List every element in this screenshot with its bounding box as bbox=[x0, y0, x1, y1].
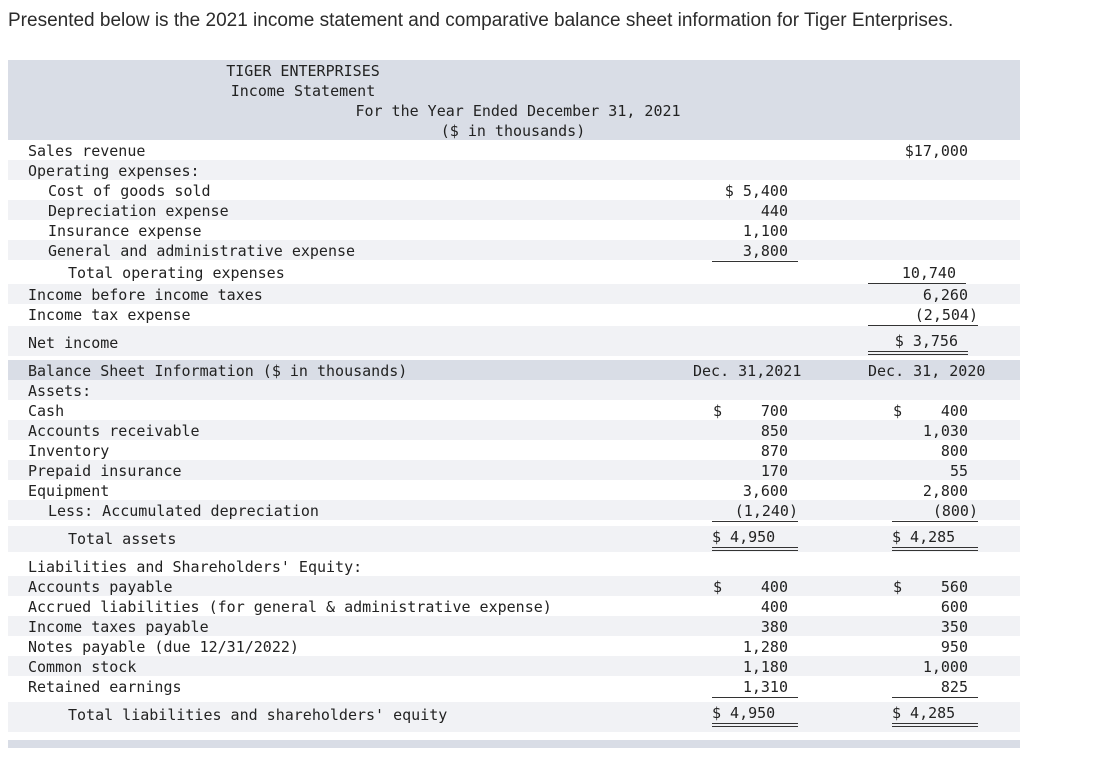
asset-inventory-2021: 870 bbox=[760, 442, 788, 460]
liab-ap-dollar-2020: $ bbox=[893, 578, 903, 596]
liab-ap-2021: 400 bbox=[760, 578, 788, 596]
total-le-label: Total liabilities and shareholders' equity bbox=[68, 706, 448, 724]
asset-cash-dollar-2020: $ bbox=[893, 402, 903, 420]
cogs-label: Cost of goods sold bbox=[48, 182, 211, 200]
ibt-value: 6,260 bbox=[922, 286, 968, 304]
liab-taxes-2021: 380 bbox=[760, 618, 788, 636]
statement-name: Income Statement bbox=[230, 82, 376, 100]
equity-retained-2021: 1,310 bbox=[712, 677, 798, 698]
asset-prepaid-2021: 170 bbox=[760, 462, 788, 480]
asset-ar-2020: 1,030 bbox=[922, 422, 968, 440]
company-name: TIGER ENTERPRISES bbox=[226, 62, 380, 80]
insurance-value: 1,100 bbox=[742, 222, 788, 240]
total-le-2020: $ 4,285 bbox=[892, 703, 978, 727]
balance-title: Balance Sheet Information ($ in thousands) bbox=[28, 362, 408, 380]
asset-equipment-label: Equipment bbox=[28, 482, 110, 500]
statement-units: ($ in thousands) bbox=[440, 122, 586, 140]
total-assets-label: Total assets bbox=[68, 530, 177, 548]
equity-retained-2020: 825 bbox=[892, 677, 978, 698]
tax-label: Income tax expense bbox=[28, 306, 191, 324]
liab-notes-2020: 950 bbox=[940, 638, 968, 656]
total-opex-value: 10,740 bbox=[868, 263, 966, 284]
asset-accum-dep-2020: (800) bbox=[892, 501, 978, 522]
col-2020-header: Dec. 31, 2020 bbox=[868, 362, 986, 380]
total-assets-2020: $ 4,285 bbox=[892, 527, 978, 551]
ga-label: General and administrative expense bbox=[48, 242, 356, 260]
liab-ap-2020: 560 bbox=[940, 578, 968, 596]
ibt-label: Income before income taxes bbox=[28, 286, 263, 304]
insurance-label: Insurance expense bbox=[48, 222, 202, 240]
sales-label: Sales revenue bbox=[28, 142, 146, 160]
equity-common-2020: 1,000 bbox=[922, 658, 968, 676]
ga-value: 3,800 bbox=[712, 241, 798, 262]
liabilities-label: Liabilities and Shareholders' Equity: bbox=[28, 558, 363, 576]
total-le-2021: $ 4,950 bbox=[712, 703, 798, 727]
liab-notes-2021: 1,280 bbox=[742, 638, 788, 656]
asset-inventory-label: Inventory bbox=[28, 442, 110, 460]
liab-accrued-label: Accrued liabilities (for general & administrative expense) bbox=[28, 598, 552, 616]
liab-accrued-2020: 600 bbox=[940, 598, 968, 616]
depreciation-label: Depreciation expense bbox=[48, 202, 229, 220]
equity-common-label: Common stock bbox=[28, 658, 137, 676]
asset-prepaid-label: Prepaid insurance bbox=[28, 462, 182, 480]
assets-label: Assets: bbox=[28, 382, 92, 400]
net-income-value: $ 3,756 bbox=[868, 331, 968, 355]
asset-cash-label: Cash bbox=[28, 402, 65, 420]
liab-ap-dollar-2021: $ bbox=[713, 578, 723, 596]
asset-accum-dep-2021: (1,240) bbox=[712, 501, 798, 522]
asset-cash-2020: 400 bbox=[940, 402, 968, 420]
bottom-bar bbox=[8, 740, 1020, 748]
depreciation-value: 440 bbox=[760, 202, 788, 220]
row-stripe bbox=[8, 380, 1020, 400]
asset-cash-dollar-2021: $ bbox=[713, 402, 723, 420]
liab-notes-label: Notes payable (due 12/31/2022) bbox=[28, 638, 299, 656]
asset-equipment-2020: 2,800 bbox=[922, 482, 968, 500]
asset-ar-label: Accounts receivable bbox=[28, 422, 200, 440]
net-income-label: Net income bbox=[28, 334, 119, 352]
asset-prepaid-2020: 55 bbox=[949, 462, 968, 480]
sales-value: $17,000 bbox=[904, 142, 968, 160]
statement-period: For the Year Ended December 31, 2021 bbox=[355, 102, 681, 120]
asset-inventory-2020: 800 bbox=[940, 442, 968, 460]
asset-cash-2021: 700 bbox=[760, 402, 788, 420]
liab-taxes-label: Income taxes payable bbox=[28, 618, 209, 636]
liab-accrued-2021: 400 bbox=[760, 598, 788, 616]
equity-retained-label: Retained earnings bbox=[28, 678, 182, 696]
opex-label: Operating expenses: bbox=[28, 162, 200, 180]
equity-common-2021: 1,180 bbox=[742, 658, 788, 676]
tax-value: (2,504) bbox=[868, 305, 978, 326]
intro-text: Presented below is the 2021 income statement and comparative balance sheet information for Tiger Enterprises. bbox=[8, 10, 954, 31]
liab-taxes-2020: 350 bbox=[940, 618, 968, 636]
col-2021-header: Dec. 31,2021 bbox=[693, 362, 802, 380]
asset-equipment-2021: 3,600 bbox=[742, 482, 788, 500]
liab-ap-label: Accounts payable bbox=[28, 578, 173, 596]
asset-ar-2021: 850 bbox=[760, 422, 788, 440]
total-assets-2021: $ 4,950 bbox=[712, 527, 798, 551]
total-opex-label: Total operating expenses bbox=[68, 264, 285, 282]
cogs-value: $ 5,400 bbox=[724, 182, 788, 200]
asset-accum-dep-label: Less: Accumulated depreciation bbox=[48, 502, 319, 520]
